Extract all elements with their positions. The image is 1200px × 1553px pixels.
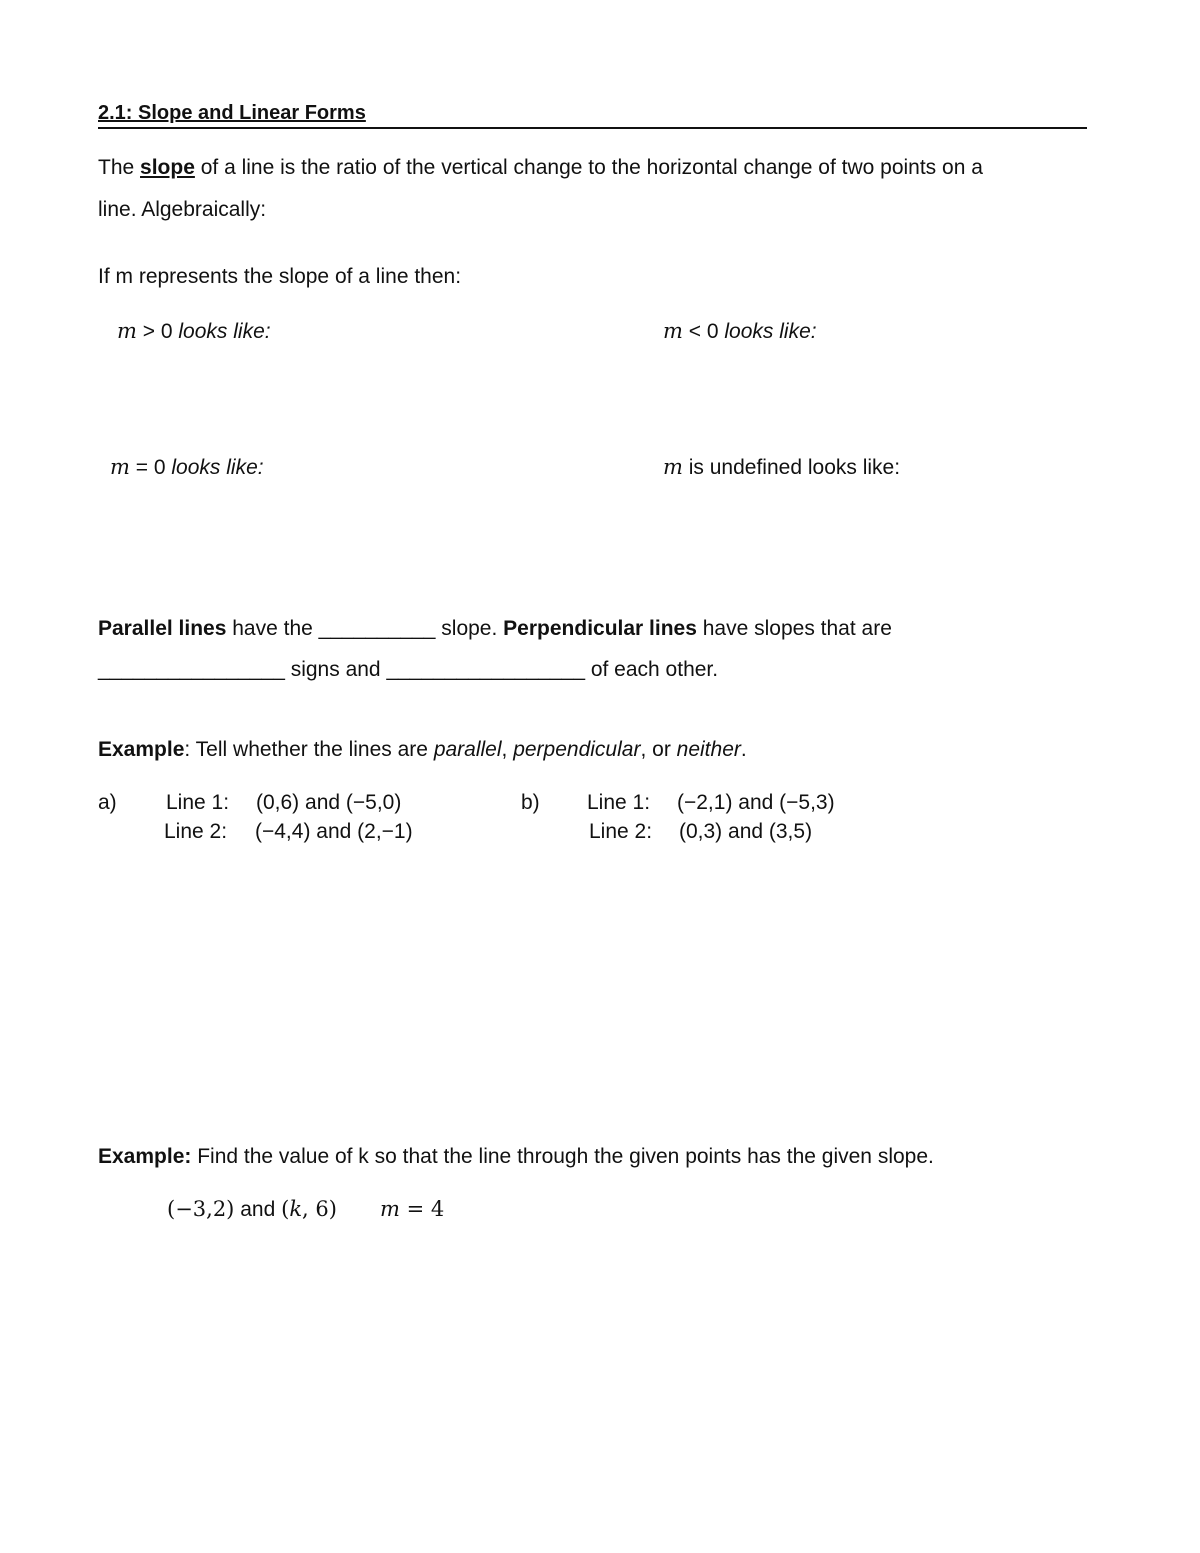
text-fragment: of each other.	[585, 658, 719, 681]
case-m-zero	[110, 454, 264, 481]
m-symbol: m	[380, 1197, 400, 1221]
blank-reciprocals: _________________	[386, 658, 585, 681]
intro-line-1	[98, 155, 983, 181]
example-label: Example	[98, 738, 185, 761]
page-title: 2.1: Slope and Linear Forms	[98, 102, 366, 124]
title-rule	[98, 101, 1087, 129]
point-1: (−3,2)	[167, 1197, 235, 1221]
option-perpendicular: perpendicular	[513, 738, 641, 761]
text-fragment: have slopes that are	[696, 617, 892, 640]
option-neither: neither	[676, 738, 741, 761]
slope-term: slope	[140, 156, 195, 179]
intro-line-2: line. Algebraically:	[98, 198, 267, 221]
part-b-line1-label: Line 1:	[587, 791, 651, 814]
parallel-lines-term: Parallel lines	[98, 617, 227, 640]
blank-same-slope: __________	[318, 617, 436, 640]
text-fragment: Find the value of k so that the line through the given points has the given slope.	[191, 1145, 934, 1168]
intro-post: of a line is the ratio of the vertical change to the horizontal change of two points on a	[194, 156, 983, 179]
example-label: Example:	[98, 1145, 192, 1168]
text-fragment: : Tell whether the lines are	[184, 738, 434, 761]
text-fragment: have the	[226, 617, 319, 640]
m-symbol: m	[663, 319, 683, 343]
part-b-line1-points: (−2,1) and (−5,3)	[677, 791, 835, 814]
option-parallel: parallel	[433, 738, 502, 761]
part-b-line2-points: (0,3) and (3,5)	[679, 820, 813, 843]
point-2-rest: , 6)	[302, 1197, 337, 1221]
m-symbol: m	[663, 455, 683, 479]
part-a-line1-points: (0,6) and (−5,0)	[256, 791, 402, 814]
slope-value: = 4	[399, 1197, 445, 1221]
case-rel: < 0	[682, 320, 725, 343]
part-a-line2-points: (−4,4) and (2,−1)	[255, 820, 413, 843]
text-fragment: ,	[501, 738, 514, 761]
case-tail: looks like:	[724, 320, 817, 343]
text-fragment: , or	[640, 738, 677, 761]
case-rel: = 0	[129, 456, 172, 479]
text-fragment: slope.	[435, 617, 504, 640]
perpendicular-lines-term: Perpendicular lines	[503, 617, 697, 640]
text-fragment: .	[740, 738, 747, 761]
intro-pre: The	[98, 156, 141, 179]
case-tail: looks like:	[171, 456, 264, 479]
part-b-letter: b)	[521, 791, 540, 814]
point-2-k: k	[289, 1197, 303, 1221]
case-m-negative	[663, 318, 817, 345]
case-tail: is undefined looks like:	[682, 456, 901, 479]
part-b-line2-label: Line 2:	[589, 820, 653, 843]
text-fragment: signs and	[284, 658, 387, 681]
given-slope	[380, 1196, 444, 1223]
blank-opposite-signs: ________________	[98, 658, 285, 681]
m-symbol: m	[117, 319, 137, 343]
case-m-undefined	[663, 454, 900, 481]
example-2-prompt	[98, 1144, 934, 1170]
m-symbol: m	[110, 455, 130, 479]
case-m-positive	[117, 318, 271, 345]
part-a-line2-label: Line 2:	[164, 820, 228, 843]
part-a-line1-label: Line 1:	[166, 791, 230, 814]
text-fragment: and	[234, 1198, 282, 1221]
parallel-line-2	[98, 657, 718, 683]
example-2-given	[167, 1196, 337, 1223]
point-2-open: (	[281, 1197, 290, 1221]
part-a-letter: a)	[98, 791, 117, 814]
case-tail: looks like:	[178, 320, 271, 343]
parallel-line-1	[98, 616, 892, 642]
if-m-statement: If m represents the slope of a line then:	[98, 265, 462, 288]
example-1-prompt	[98, 737, 747, 763]
case-rel: > 0	[136, 320, 179, 343]
